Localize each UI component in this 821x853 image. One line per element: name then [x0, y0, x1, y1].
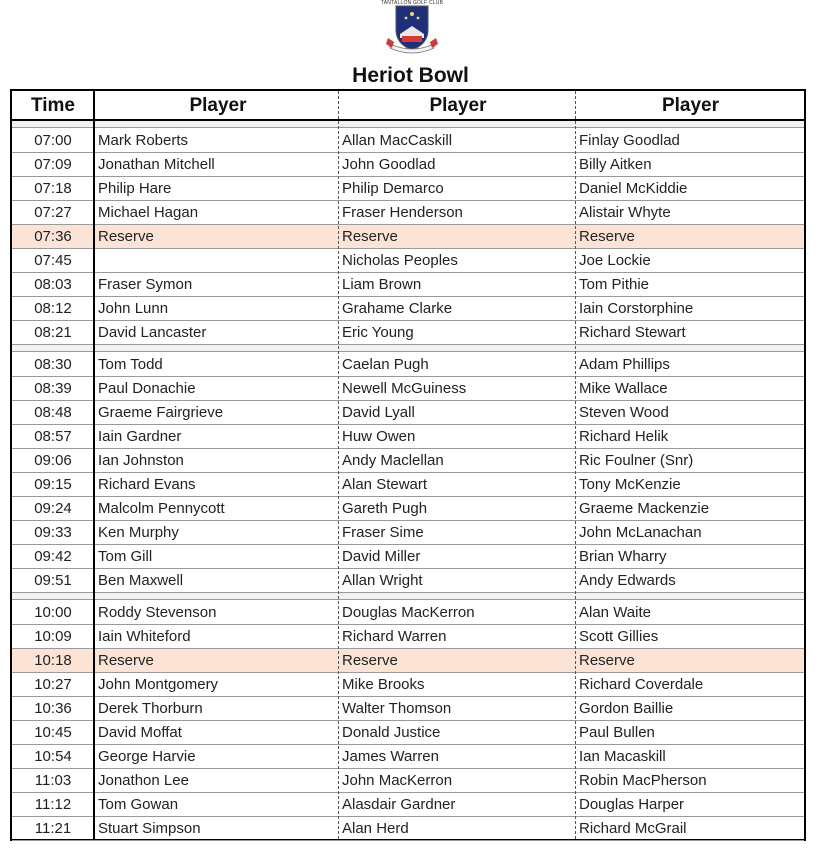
- table-row: [12, 177, 804, 201]
- table-row: [12, 625, 804, 649]
- table-row: [12, 321, 804, 345]
- player-3-cell: Alan Waite: [579, 604, 651, 621]
- player-1-cell: Philip Hare: [98, 180, 172, 197]
- tee-time: 11:21: [34, 820, 72, 837]
- player-2-cell: Walter Thomson: [342, 700, 452, 717]
- tee-time: 08:03: [34, 276, 72, 293]
- table-row: [12, 297, 804, 321]
- player-2-cell: Nicholas Peoples: [342, 252, 458, 269]
- player-1-cell: Paul Donachie: [98, 380, 196, 397]
- player-1-cell: Malcolm Pennycott: [98, 500, 225, 517]
- player-2-cell: Reserve: [342, 652, 398, 669]
- tee-time: 08:57: [34, 428, 72, 445]
- player-3-cell: Richard Coverdale: [579, 676, 704, 693]
- player-2-cell: Liam Brown: [342, 276, 422, 293]
- table-row: [12, 449, 804, 473]
- player-1-cell: Ian Johnston: [98, 452, 184, 469]
- tee-time: 10:18: [34, 652, 72, 669]
- player-3-cell: Tony McKenzie: [579, 476, 681, 493]
- player-1-cell: Roddy Stevenson: [98, 604, 217, 621]
- player-3-cell: Gordon Baillie: [579, 700, 674, 717]
- player-2-cell: David Lyall: [342, 404, 415, 421]
- player-2-cell: Eric Young: [342, 324, 414, 341]
- player-3-cell: Reserve: [579, 652, 635, 669]
- player-2-cell: Reserve: [342, 228, 398, 245]
- table-row: [12, 745, 804, 769]
- player-2-cell: Alan Stewart: [342, 476, 428, 493]
- player-1-cell: Stuart Simpson: [98, 820, 201, 837]
- player-2-cell: Mike Brooks: [342, 676, 425, 693]
- player-2-cell: Douglas MacKerron: [342, 604, 475, 621]
- tee-time: 10:09: [34, 628, 72, 645]
- header-player-3: Player: [661, 95, 720, 116]
- tee-time: 11:03: [34, 772, 72, 789]
- tee-time: 08:12: [34, 300, 72, 317]
- table-row: [12, 249, 804, 273]
- player-3-cell: Ric Foulner (Snr): [579, 452, 694, 469]
- player-1-cell: Fraser Symon: [98, 276, 193, 293]
- player-1-cell: Reserve: [98, 228, 154, 245]
- player-1-cell: Tom Gill: [98, 548, 153, 565]
- table-row: [12, 401, 804, 425]
- player-1-cell: Iain Whiteford: [98, 628, 191, 645]
- player-1-cell: George Harvie: [98, 748, 196, 765]
- table-row: [12, 569, 804, 593]
- tee-time: 09:42: [34, 548, 72, 565]
- table-row: [12, 201, 804, 225]
- tee-time: 09:24: [34, 500, 72, 517]
- player-3-cell: Douglas Harper: [579, 796, 685, 813]
- club-name: TANTALLON GOLF CLUB: [380, 0, 444, 6]
- player-3-cell: Tom Pithie: [579, 276, 650, 293]
- table-row: [12, 697, 804, 721]
- player-1-cell: Mark Roberts: [98, 132, 189, 149]
- player-3-cell: Ian Macaskill: [579, 748, 666, 765]
- table-row: [12, 817, 804, 841]
- player-3-cell: Paul Bullen: [579, 724, 655, 741]
- block-separator: [12, 593, 804, 600]
- tee-time: 09:15: [34, 476, 72, 493]
- tee-time: 10:00: [34, 604, 72, 621]
- player-3-cell: Richard Stewart: [579, 324, 686, 341]
- tee-time: 09:51: [34, 572, 72, 589]
- tee-time: 09:33: [34, 524, 72, 541]
- player-1-cell: John Montgomery: [98, 676, 219, 693]
- table-row: [12, 673, 804, 697]
- table-row: [12, 273, 804, 297]
- tee-time: 10:45: [34, 724, 72, 741]
- player-3-cell: Iain Corstorphine: [579, 300, 694, 317]
- player-3-cell: Robin MacPherson: [579, 772, 707, 789]
- player-3-cell: Reserve: [579, 228, 635, 245]
- player-1-cell: Ken Murphy: [98, 524, 179, 541]
- table-row: [12, 793, 804, 817]
- tee-time: 07:00: [34, 132, 72, 149]
- table-row: [12, 601, 804, 625]
- tee-time: 08:39: [34, 380, 72, 397]
- player-3-cell: Daniel McKiddie: [579, 180, 688, 197]
- player-3-cell: Brian Wharry: [579, 548, 667, 565]
- player-1-cell: Jonathan Mitchell: [98, 156, 215, 173]
- table-row: [12, 545, 804, 569]
- player-2-cell: Allan Wright: [342, 572, 423, 589]
- player-1-cell: Jonathon Lee: [98, 772, 189, 789]
- player-2-cell: Donald Justice: [342, 724, 441, 741]
- player-3-cell: Finlay Goodlad: [579, 132, 680, 149]
- player-1-cell: Tom Gowan: [98, 796, 179, 813]
- column-divider: [93, 91, 95, 839]
- block-separator: [12, 345, 804, 352]
- header-player-1: Player: [189, 95, 247, 116]
- tee-time: 08:30: [34, 356, 72, 373]
- tee-time: 07:27: [34, 204, 72, 221]
- player-2-cell: John MacKerron: [342, 772, 453, 789]
- player-2-cell: Fraser Henderson: [342, 204, 463, 221]
- tee-time: 10:36: [34, 700, 72, 717]
- tee-time: 11:12: [34, 796, 72, 813]
- player-1-cell: Tom Todd: [98, 356, 163, 373]
- player-2-cell: Huw Owen: [342, 428, 416, 445]
- player-2-cell: Caelan Pugh: [342, 356, 429, 373]
- table-row: [12, 497, 804, 521]
- block-separator: [12, 121, 804, 128]
- player-3-cell: Richard McGrail: [579, 820, 687, 837]
- table-row: [12, 425, 804, 449]
- header-time: Time: [30, 95, 75, 116]
- player-3-cell: Graeme Mackenzie: [579, 500, 710, 517]
- player-3-cell: Andy Edwards: [579, 572, 676, 589]
- tee-time: 10:27: [34, 676, 72, 693]
- table-row: [12, 153, 804, 177]
- player-1-cell: Graeme Fairgrieve: [98, 404, 224, 421]
- player-1-cell: Iain Gardner: [98, 428, 182, 445]
- table-row: [12, 473, 804, 497]
- player-2-cell: Newell McGuiness: [342, 380, 467, 397]
- player-1-cell: David Moffat: [98, 724, 182, 741]
- player-2-cell: Fraser Sime: [342, 524, 424, 541]
- column-divider: [338, 91, 339, 839]
- player-1-cell: David Lancaster: [98, 324, 207, 341]
- player-2-cell: Gareth Pugh: [342, 500, 428, 517]
- player-3-cell: Joe Lockie: [579, 252, 651, 269]
- player-1-cell: Michael Hagan: [98, 204, 199, 221]
- tee-time: 10:54: [34, 748, 72, 765]
- tee-time: 07:18: [34, 180, 72, 197]
- player-2-cell: Philip Demarco: [342, 180, 444, 197]
- player-2-cell: Alasdair Gardner: [342, 796, 456, 813]
- reserve-row: [12, 649, 804, 673]
- player-3-cell: Alistair Whyte: [579, 204, 671, 221]
- player-2-cell: Andy Maclellan: [342, 452, 444, 469]
- tee-time: 07:45: [34, 252, 72, 269]
- player-1-cell: John Lunn: [98, 300, 169, 317]
- tee-time: 08:21: [34, 324, 72, 341]
- player-3-cell: Scott Gillies: [579, 628, 659, 645]
- table-row: [12, 129, 804, 153]
- player-1-cell: Derek Thorburn: [98, 700, 203, 717]
- player-3-cell: Adam Phillips: [579, 356, 670, 373]
- tee-time: 07:09: [34, 156, 72, 173]
- reserve-row: [12, 225, 804, 249]
- table-header: [12, 91, 804, 121]
- player-2-cell: Alan Herd: [342, 820, 409, 837]
- player-2-cell: Richard Warren: [342, 628, 447, 645]
- column-divider: [575, 91, 576, 839]
- table-row: [12, 353, 804, 377]
- player-1-cell: [96, 249, 338, 272]
- player-3-cell: Steven Wood: [579, 404, 669, 421]
- table-row: [12, 721, 804, 745]
- player-2-cell: James Warren: [342, 748, 439, 765]
- header-player-2: Player: [429, 95, 487, 116]
- player-3-cell: Richard Helik: [579, 428, 669, 445]
- player-2-cell: David Miller: [342, 548, 421, 565]
- club-crest-logo: [382, 0, 442, 56]
- table-row: [12, 521, 804, 545]
- player-3-cell: John McLanachan: [579, 524, 702, 541]
- tee-time: 09:06: [34, 452, 72, 469]
- tee-times-table: [10, 89, 806, 841]
- table-row: [12, 377, 804, 401]
- player-3-cell: Mike Wallace: [579, 380, 668, 397]
- player-1-cell: Reserve: [98, 652, 154, 669]
- tee-time: 08:48: [34, 404, 72, 421]
- player-2-cell: John Goodlad: [342, 156, 436, 173]
- player-3-cell: Billy Aitken: [579, 156, 652, 173]
- tee-time: 07:36: [34, 228, 72, 245]
- player-1-cell: Ben Maxwell: [98, 572, 184, 589]
- player-2-cell: Allan MacCaskill: [342, 132, 453, 149]
- player-2-cell: Grahame Clarke: [342, 300, 453, 317]
- player-1-cell: Richard Evans: [98, 476, 196, 493]
- table-row: [12, 769, 804, 793]
- page-title: Heriot Bowl: [352, 64, 469, 87]
